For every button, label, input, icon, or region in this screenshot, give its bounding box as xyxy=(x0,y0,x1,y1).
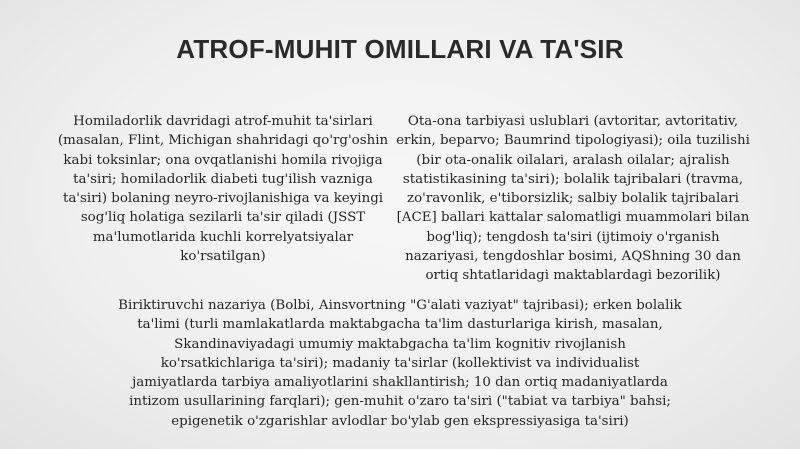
right-text-block: Ota-ona tarbiyasi uslublari (avtoritar, avtoritativ, erkin, beparvo; Baumrind tipologiyasi); oila tuzilishi (bir ota-onalik oilalari, aralash oilalar; ajralish statistikasining ta'siri); bolalik tajribalari (travma, zo'ravonlik, e'tiborsizlik; salbiy bolalik tajribalari [ACE] ballari kattalar salomatligi muammolari bilan bog'liq); tengdosh ta'siri (ijtimoiy o'rganish nazariyasi, tengdoshlar bosimi, AQShning 30 dan ortiq shtatlaridagi maktablardagi bezorilik) xyxy=(396,114,750,284)
slide-title: ATROF-MUHIT OMILLARI VA TA'SIR xyxy=(176,34,624,64)
left-text-block: Homiladorlik davridagi atrof-muhit ta'sirlari (masalan, Flint, Michigan shahridagi qo'rg'oshin kabi toksinlar; ona ovqatlanishi homila rivojiga ta'siri; homiladorlik diabeti tug'ilish vazniga ta'siri) bolaning neyro-rivojlanishiga va keyingi sog'liq holatiga sezilarli ta'sir qiladi (JSST ma'lumotlarida kuchli korrelyatsiyalar ko'rsatilgan) xyxy=(57,114,389,265)
bottom-text-block: Biriktiruvchi nazariya (Bolbi, Ainsvortning "G'alati vaziyat" tajribasi); erken bolalik ta'limi (turli mamlakatlarda maktabgacha ta'lim dasturlariga kirish, masalan, Skandinaviyadagi umumiy maktabgacha ta'lim kognitiv rivojlanish ko'rsatkichlariga ta'siri); madaniy ta'sirlar (kollektivist va individualist jamiyatlarda tarbiya amaliyotlarini shakllantirish; 10 dan ortiq madaniyatlarda intizom usullarining farqlari); gen-muhit o'zaro ta'siri ("tabiat va tarbiya" bahsi; epigenetik o'zgarishlar avlodlar bo'ylab gen ekspressiyasiga ta'siri) xyxy=(118,298,682,429)
